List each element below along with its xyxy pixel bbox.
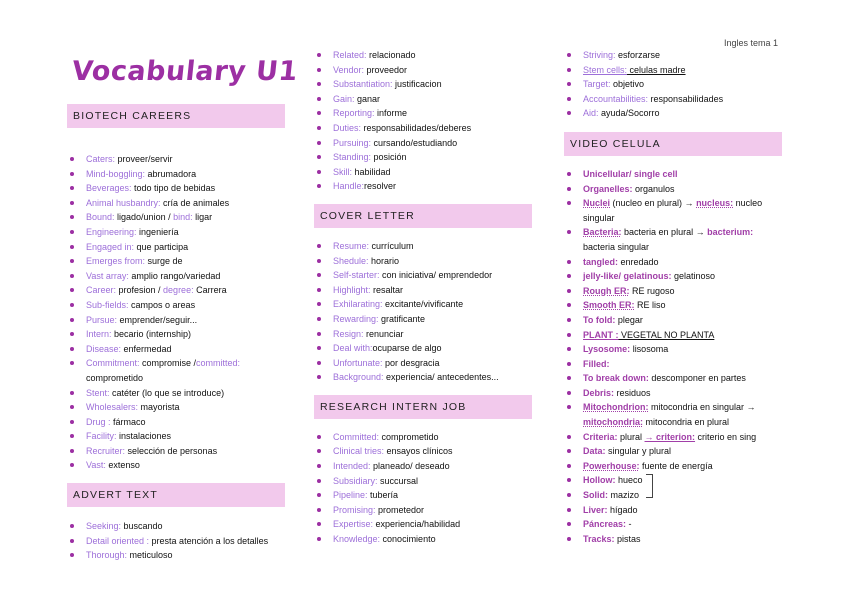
- list-item: Rewarding: gratificante: [314, 312, 532, 327]
- list-item: Background: experiencia/ antecedentes...: [314, 370, 532, 385]
- column-1: [67, 104, 285, 563]
- list-item: Self-starter: con iniciativa/ emprendedor: [314, 268, 532, 283]
- list-item: Recruiter: selección de personas: [67, 444, 285, 459]
- list-item: Stem cells: celulas madre: [564, 63, 782, 78]
- list-item: Substantiation: justificacion: [314, 77, 532, 92]
- list-cover-letter: [314, 239, 532, 385]
- list-item: Data: singular y plural: [564, 444, 782, 459]
- list-item: Deal with:ocuparse de algo: [314, 341, 532, 356]
- list-item: Thorough: meticuloso: [67, 548, 285, 563]
- list-item: Filled:: [564, 357, 782, 372]
- list-item: To fold: plegar: [564, 313, 782, 328]
- list-job-terms: [314, 48, 532, 194]
- list-item: Intended: planeado/ deseado: [314, 459, 532, 474]
- list-item: Knowledge: conocimiento: [314, 532, 532, 547]
- section-heading-cover-letter: COVER LETTER: [314, 204, 532, 228]
- list-item: Handle:resolver: [314, 179, 532, 194]
- list-item: Reporting: informe: [314, 106, 532, 121]
- column-2: [314, 48, 532, 547]
- list-item: Liver: hígado: [564, 503, 782, 518]
- list-item: tangled: enredado: [564, 255, 782, 270]
- list-item: Gain: ganar: [314, 92, 532, 107]
- list-item: jelly-like/ gelatinous: gelatinoso: [564, 269, 782, 284]
- list-item: Vast: extenso: [67, 458, 285, 473]
- list-item: Drug : fármaco: [67, 415, 285, 430]
- list-item: Stent: catéter (lo que se introduce): [67, 386, 285, 401]
- section-heading-video-celula: VIDEO CELULA: [564, 132, 782, 156]
- list-item: Clinical tries: ensayos clínicos: [314, 444, 532, 459]
- list-item: Expertise: experiencia/habilidad: [314, 517, 532, 532]
- list-item: Lysosome: lisosoma: [564, 342, 782, 357]
- list-item: Mitochondrion: mitocondria en singular → mitochondria: mitocondria en plural: [564, 400, 782, 429]
- list-item: Animal husbandry: cría de animales: [67, 196, 285, 211]
- list-item: Pipeline: tubería: [314, 488, 532, 503]
- list-item: Criteria: plural → criterion: criterio en sing: [564, 430, 782, 445]
- list-video-celula: [564, 167, 782, 546]
- list-item: Hollow: hueco: [564, 473, 782, 488]
- list-item: Emerges from: surge de: [67, 254, 285, 269]
- page-tag: Ingles tema 1: [723, 38, 778, 48]
- list-item: Nuclei (nucleo en plural) → nucleus: nucleo singular: [564, 196, 782, 225]
- list-item: Sub-fields: campos o areas: [67, 298, 285, 313]
- list-item: Debris: residuos: [564, 386, 782, 401]
- list-item: Bound: ligado/union / bind: ligar: [67, 210, 285, 225]
- bracket-mark: [646, 474, 653, 498]
- column-3: [564, 48, 782, 546]
- list-item: Wholesalers: mayorista: [67, 400, 285, 415]
- list-item: Related: relacionado: [314, 48, 532, 63]
- list-item: Detail oriented : presta atención a los detalles: [67, 534, 285, 549]
- list-item: Committed: comprometido: [314, 430, 532, 445]
- list-item: Mind-boggling: abrumadora: [67, 167, 285, 182]
- list-item: Aid: ayuda/Socorro: [564, 106, 782, 121]
- list-item: Páncreas: -: [564, 517, 782, 532]
- list-item: Promising: prometedor: [314, 503, 532, 518]
- list-item: Shedule: horario: [314, 254, 532, 269]
- list-research: [314, 430, 532, 547]
- list-item: Engaged in: que participa: [67, 240, 285, 255]
- section-heading-research: RESEARCH INTERN JOB: [314, 395, 532, 419]
- list-item: Pursuing: cursando/estudiando: [314, 136, 532, 151]
- list-item: To break down: descomponer en partes: [564, 371, 782, 386]
- list-item: Pursue: emprender/seguir...: [67, 313, 285, 328]
- list-item: Solid: mazizo: [564, 488, 782, 503]
- list-item: Seeking: buscando: [67, 519, 285, 534]
- list-item: Vendor: proveedor: [314, 63, 532, 78]
- list-item: Commitment: compromise /committed: comprometido: [67, 356, 285, 385]
- list-item: Resume: currículum: [314, 239, 532, 254]
- list-item: Disease: enfermedad: [67, 342, 285, 357]
- list-item: Exhilarating: excitante/vivificante: [314, 297, 532, 312]
- list-item: Highlight: resaltar: [314, 283, 532, 298]
- list-item: Powerhouse: fuente de energía: [564, 459, 782, 474]
- list-item: Duties: responsabilidades/deberes: [314, 121, 532, 136]
- list-item: PLANT : VEGETAL NO PLANTA: [564, 328, 782, 343]
- list-item: Subsidiary: succursal: [314, 474, 532, 489]
- page-title: Vocabulary U1: [70, 56, 300, 87]
- list-item: Accountabilities: responsabilidades: [564, 92, 782, 107]
- list-item: Standing: posición: [314, 150, 532, 165]
- list-item: Smooth ER: RE liso: [564, 298, 782, 313]
- list-advert: [67, 519, 285, 563]
- list-item: Skill: habilidad: [314, 165, 532, 180]
- list-item: Engineering: ingeniería: [67, 225, 285, 240]
- list-item: Facility: instalaciones: [67, 429, 285, 444]
- list-item: Tracks: pistas: [564, 532, 782, 547]
- list-item: Target: objetivo: [564, 77, 782, 92]
- list-item: Organelles: organulos: [564, 182, 782, 197]
- list-item: Striving: esforzarse: [564, 48, 782, 63]
- list-item: Beverages: todo tipo de bebidas: [67, 181, 285, 196]
- list-item: Rough ER: RE rugoso: [564, 284, 782, 299]
- section-heading-advert: ADVERT TEXT: [67, 483, 285, 507]
- list-item: Bacteria: bacteria en plural → bacterium: bacteria singular: [564, 225, 782, 254]
- list-item: Unicellular/ single cell: [564, 167, 782, 182]
- section-heading-biotech: BIOTECH CAREERS: [67, 104, 285, 128]
- list-item: Unfortunate: por desgracia: [314, 356, 532, 371]
- list-biotech: [67, 128, 285, 473]
- list-item: Resign: renunciar: [314, 327, 532, 342]
- list-item: Vast array: amplio rango/variedad: [67, 269, 285, 284]
- list-item: Career: profesion / degree: Carrera: [67, 283, 285, 298]
- list-item: Caters: proveer/servir: [67, 152, 285, 167]
- list-misc-terms: [564, 48, 782, 121]
- list-item: Intern: becario (internship): [67, 327, 285, 342]
